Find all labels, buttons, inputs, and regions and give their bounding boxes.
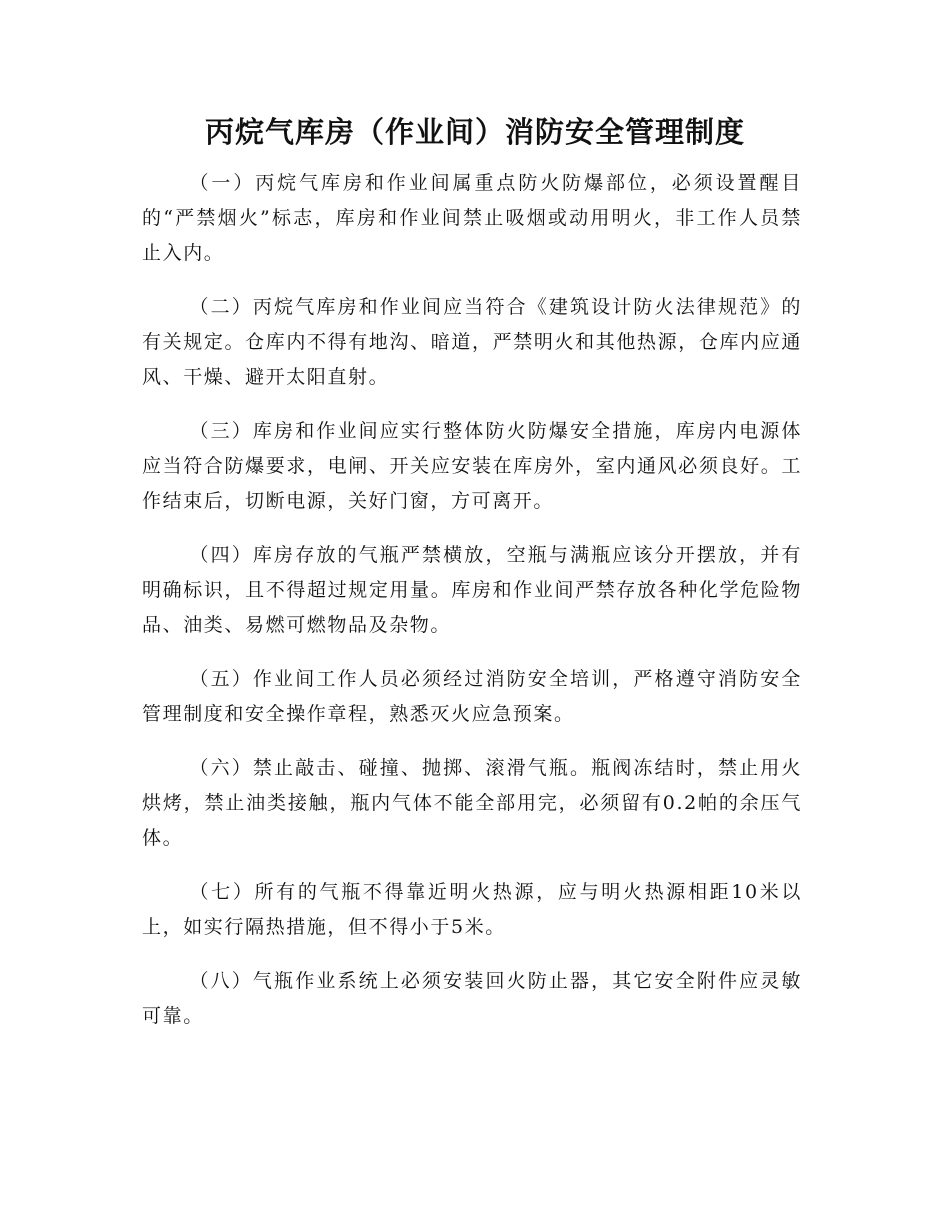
paragraph-5: （五）作业间工作人员必须经过消防安全培训，严格遵守消防安全管理制度和安全操作章程，熟悉灭火应急预案。 [142,668,802,725]
paragraph-3: （三）库房和作业间应实行整体防火防爆安全措施，库房内电源体应当符合防爆要求，电闸、开关应安装在库房外，室内通风必须良好。工作结束后，切断电源，关好门窗，方可离开。 [142,420,802,512]
paragraph-2: （二）丙烷气库房和作业间应当符合《建筑设计防火法律规范》的有关规定。仓库内不得有地沟、暗道，严禁明火和其他热源，仓库内应通风、干燥、避开太阳直射。 [142,296,802,388]
paragraph-8: （八）气瓶作业系统上必须安装回火防止器，其它安全附件应灵敏可靠。 [142,970,802,1027]
paragraph-4: （四）库房存放的气瓶严禁横放，空瓶与满瓶应该分开摆放，并有明确标识，且不得超过规定用量。库房和作业间严禁存放各种化学危险物品、油类、易燃可燃物品及杂物。 [142,544,802,636]
paragraph-6: （六）禁止敲击、碰撞、抛掷、滚滑气瓶。瓶阀冻结时，禁止用火烘烤，禁止油类接触，瓶内气体不能全部用完，必须留有0.2帕的余压气体。 [142,757,802,849]
paragraph-7: （七）所有的气瓶不得靠近明火热源，应与明火热源相距10米以上，如实行隔热措施，但不得小于5米。 [142,881,802,938]
paragraph-1: （一）丙烷气库房和作业间属重点防火防爆部位，必须设置醒目的“严禁烟火”标志，库房和作业间禁止吸烟或动用明火，非工作人员禁止入内。 [142,172,802,264]
document-body [142,166,802,1053]
document-title: 丙烷气库房（作业间）消防安全管理制度 [204,115,745,149]
